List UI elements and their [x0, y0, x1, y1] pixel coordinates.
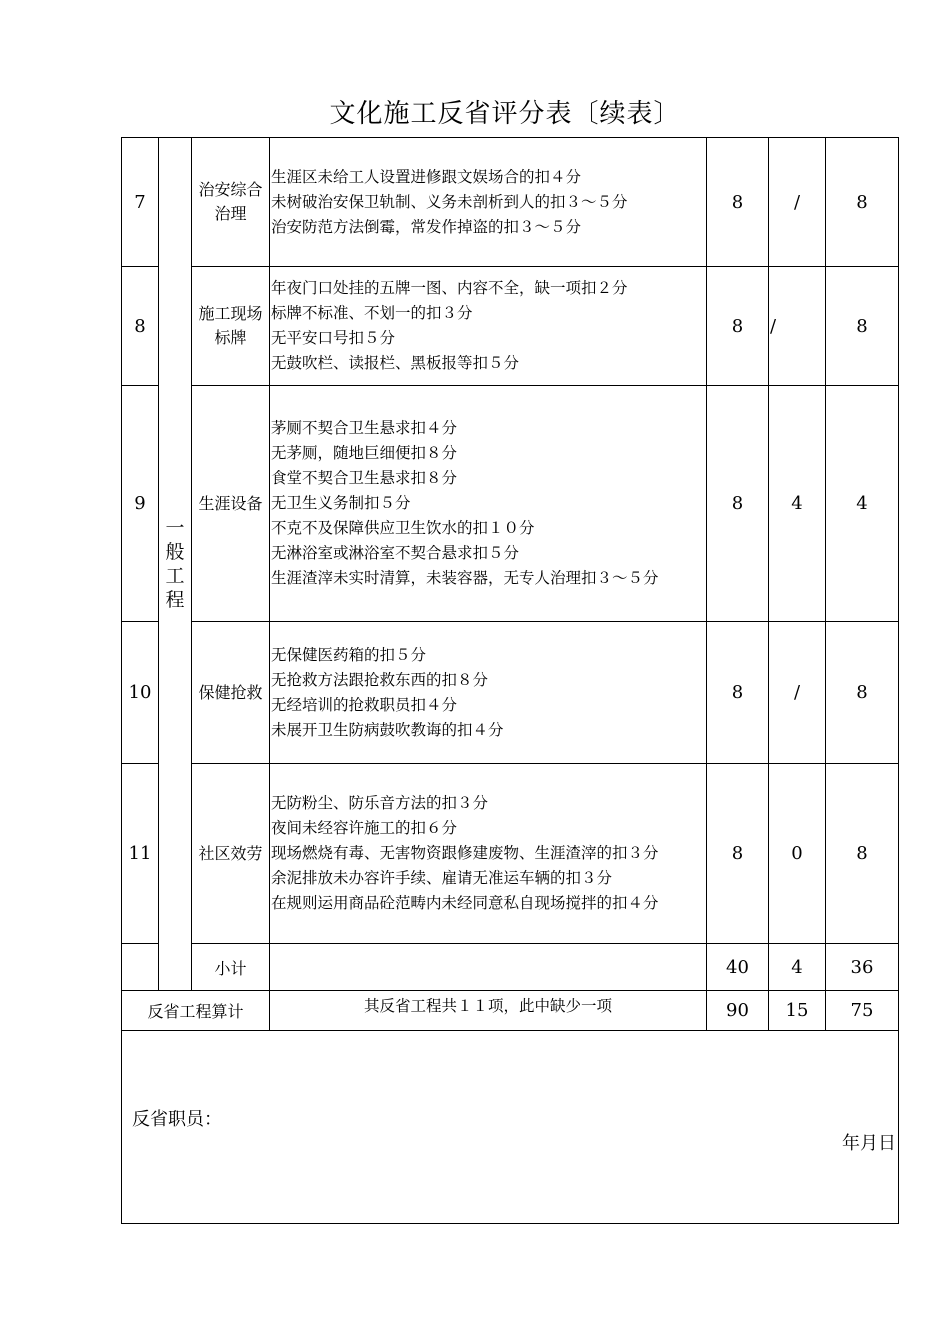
signature-cell — [122, 1031, 899, 1224]
total-full: 90 — [707, 991, 769, 1031]
subtotal-actual: 36 — [826, 944, 899, 991]
item-name: 社区效劳 — [192, 764, 270, 944]
row-number: 11 — [122, 764, 159, 944]
criteria-line: 无防粉尘、防乐音方法的扣３分 — [271, 794, 489, 812]
table-row — [122, 764, 899, 944]
criteria-line: 无卫生义务制扣５分 — [271, 494, 411, 512]
criteria-line: 现场燃烧有毒、无害物资跟修建废物、生涯渣滓的扣３分 — [271, 844, 659, 862]
criteria-line: 生涯渣滓未实时清算，未装容器，无专人治理扣３～５分 — [271, 569, 659, 587]
row-number: 10 — [122, 622, 159, 764]
criteria-line: 夜间未经容许施工的扣６分 — [271, 819, 458, 837]
criteria-line: 无经培训的抢救职员扣４分 — [271, 695, 458, 714]
deducted-score: 0 — [769, 764, 826, 944]
item-name: 施工现场标牌 — [192, 267, 270, 386]
criteria-line: 未树破治安保卫轨制、义务未剖析到人的扣３～５分 — [271, 192, 628, 211]
date-label: 年月日 — [842, 1133, 896, 1154]
actual-score: 4 — [826, 386, 899, 622]
actual-score: 8 — [826, 267, 899, 386]
criteria-line: 无鼓吹栏、读报栏、黑板报等扣５分 — [271, 354, 520, 372]
criteria-line: 茅厕不契合卫生悬求扣４分 — [271, 419, 458, 437]
category-char: 般 — [165, 541, 185, 563]
full-score: 8 — [707, 622, 769, 764]
deduction-criteria — [270, 267, 707, 386]
category-char: 工 — [165, 565, 185, 587]
deducted-score: / — [769, 267, 826, 386]
criteria-line: 无抢救方法跟抢救东西的扣８分 — [271, 670, 489, 689]
criteria-line: 无平安口号扣５分 — [271, 329, 396, 347]
deducted-score: / — [769, 138, 826, 267]
criteria-line: 未展开卫生防病鼓吹教诲的扣４分 — [271, 720, 504, 739]
criteria-line: 年夜门口处挂的五牌一图、内容不全，缺一项扣２分 — [271, 279, 628, 297]
actual-score: 8 — [826, 764, 899, 944]
criteria-line: 在规则运用商品砼范畴内未经同意私自现场搅拌的扣４分 — [271, 894, 659, 912]
row-number: 8 — [122, 267, 159, 386]
total-deduct: 15 — [769, 991, 826, 1031]
criteria-line: 余泥排放未办容许手续、雇请无准运车辆的扣３分 — [271, 869, 613, 887]
actual-score: 8 — [826, 138, 899, 267]
deducted-score: 4 — [769, 386, 826, 622]
full-score: 8 — [707, 386, 769, 622]
table-row — [122, 138, 899, 267]
empty-cell — [270, 944, 707, 991]
criteria-line: 治安防范方法倒霉，常发作掉盗的扣３～５分 — [271, 217, 582, 236]
deduction-criteria — [270, 764, 707, 944]
empty-cell — [122, 944, 159, 991]
subtotal-full: 40 — [707, 944, 769, 991]
deduction-criteria — [270, 622, 707, 764]
page-title: 文化施工反省评分表〔续表〕 — [329, 99, 681, 129]
deduction-criteria — [270, 138, 707, 267]
item-name: 治安综合治理 — [192, 138, 270, 267]
criteria-line: 无保健医药箱的扣５分 — [271, 645, 427, 664]
criteria-line: 生涯区未给工人设置进修跟文娱场合的扣４分 — [271, 167, 582, 186]
signature-row — [122, 1031, 899, 1224]
criteria-line: 不克不及保障供应卫生饮水的扣１０分 — [271, 519, 535, 537]
total-actual: 75 — [826, 991, 899, 1031]
actual-score: 8 — [826, 622, 899, 764]
subtotal-deduct: 4 — [769, 944, 826, 991]
total-summary: 其反省工程共１１项，此中缺少一项 — [270, 991, 707, 1031]
item-name: 保健抢救 — [192, 622, 270, 764]
criteria-line: 标牌不标准、不划一的扣３分 — [271, 304, 473, 322]
table-row — [122, 622, 899, 764]
category-char: 程 — [165, 589, 185, 611]
total-row — [122, 991, 899, 1031]
subtotal-label: 小计 — [192, 944, 270, 991]
category-char: 一 — [165, 517, 185, 539]
subtotal-row — [122, 944, 899, 991]
deduction-criteria — [270, 386, 707, 622]
row-number: 7 — [122, 138, 159, 267]
full-score: 8 — [707, 267, 769, 386]
full-score: 8 — [707, 138, 769, 267]
criteria-line: 无茅厕，随地巨细便扣８分 — [271, 444, 458, 462]
item-name: 生涯设备 — [192, 386, 270, 622]
total-label: 反省工程算计 — [122, 991, 270, 1031]
criteria-line: 无淋浴室或淋浴室不契合悬求扣５分 — [271, 544, 520, 562]
deducted-score: / — [769, 622, 826, 764]
score-table — [121, 137, 899, 1224]
criteria-line: 食堂不契合卫生悬求扣８分 — [271, 469, 458, 487]
category-cell — [159, 138, 192, 991]
full-score: 8 — [707, 764, 769, 944]
inspector-label: 反省职员： — [132, 1109, 222, 1130]
row-number: 9 — [122, 386, 159, 622]
table-row — [122, 386, 899, 622]
table-row — [122, 267, 899, 386]
